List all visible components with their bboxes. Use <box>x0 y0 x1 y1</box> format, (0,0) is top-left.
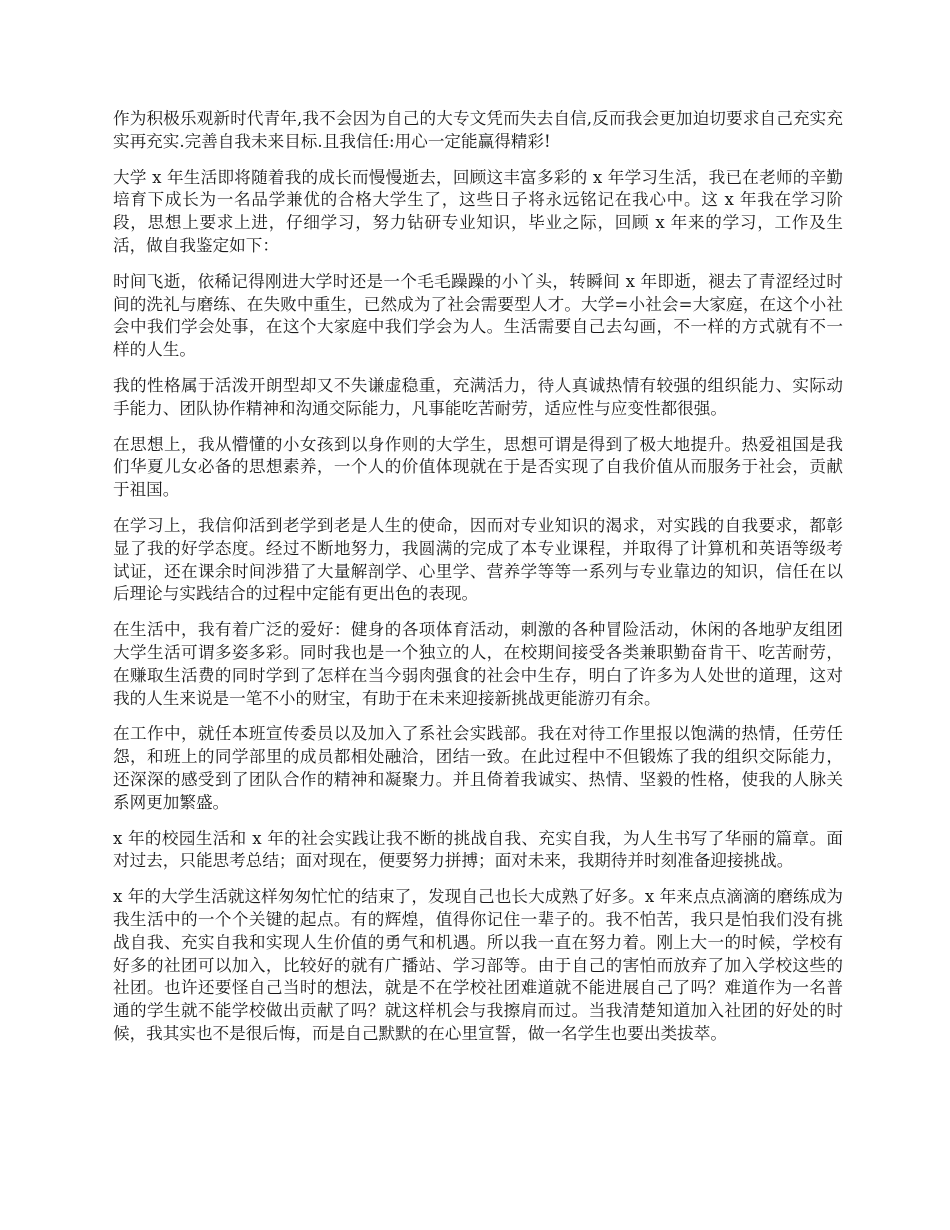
paragraph-8: 在工作中，就任本班宣传委员以及加入了系社会实践部。我在对待工作里报以饱满的热情，任劳任怨，和班上的同学部里的成员都相处融洽，团结一致。在此过程中不但锻炼了我的组织交际能力，还深深的感受到了团队合作的精神和凝聚力。并且倚着我诚实、热情、坚毅的性格，使我的人脉关系网更加繁盛。 <box>113 724 843 812</box>
paragraph-5: 在思想上，我从懵懂的小女孩到以身作则的大学生，思想可谓是得到了极大地提升。热爱祖国是我们华夏儿女必备的思想素养，一个人的价值体现就在于是否实现了自我价值从而服务于社会，贡献于祖国。 <box>113 434 843 500</box>
paragraph-7: 在生活中，我有着广泛的爱好：健身的各项体育活动，刺激的各种冒险活动，休闲的各地驴友组团大学生活可谓多姿多彩。同时我也是一个独立的人，在校期间接受各类兼职勤奋肯干、吃苦耐劳，在赚取生活费的同时学到了怎样在当今弱肉强食的社会中生存，明白了许多为人处世的道理，这对我的人生来说是一笔不小的财宝，有助于在未来迎接新挑战更能游刃有余。 <box>113 620 843 708</box>
paragraph-6: 在学习上，我信仰活到老学到老是人生的使命，因而对专业知识的渴求，对实践的自我要求，都彰显了我的好学态度。经过不断地努力，我圆满的完成了本专业课程，并取得了计算机和英语等级考试证，还在课余时间涉猎了大量解剖学、心里学、营养学等等一系列与专业靠边的知识，信任在以后理论与实践结合的过程中定能有更出色的表现。 <box>113 515 843 604</box>
paragraph-10: x 年的大学生活就这样匆匆忙忙的结束了，发现自己也长大成熟了好多。x 年来点点滴滴的磨练成为我生活中的一个个关键的起点。有的辉煌，值得你记住一辈子的。我不怕苦，我只是怕我们没有挑战自我、充实自我和实现人生价值的勇气和机遇。所以我一直在努力着。刚上大一的时候，学校有好多的社团可以加入，比较好的就有广播站、学习部等。由于自己的害怕而放弃了加入学校这些的社团。也许还要怪自己当时的想法，就是不在学校社团难道就不能进展自己了吗？难道作为一名普通的学生就不能学校做出贡献了吗？就这样机会与我擦肩而过。当我清楚知道加入社团的好处的时候，我其实也不是很后悔，而是自己默默的在心里宣誓，做一名学生也要出类拔萃。 <box>113 887 843 1043</box>
paragraph-9: x 年的校园生活和 x 年的社会实践让我不断的挑战自我、充实自我，为人生书写了华丽的篇章。面对过去，只能思考总结；面对现在，便要努力拼搏；面对未来，我期待并时刻准备迎接挑战。 <box>113 828 843 871</box>
paragraph-1: 作为积极乐观新时代青年,我不会因为自己的大专文凭而失去自信,反而我会更加迫切要求自己充实充实再充实.完善自我未来目标.且我信任:用心一定能赢得精彩! <box>113 109 843 151</box>
paragraph-4: 我的性格属于活泼开朗型却又不失谦虚稳重，充满活力，待人真诚热情有较强的组织能力、实际动手能力、团队协作精神和沟通交际能力，凡事能吃苦耐劳，适应性与应变性都很强。 <box>113 375 843 418</box>
paragraph-2: 大学 x 年生活即将随着我的成长而慢慢逝去，回顾这丰富多彩的 x 年学习生活，我已在老师的辛勤培育下成长为一名品学兼优的合格大学生了，这些日子将永远铭记在我心中。这 x 年我在学习阶段，思想上要求上进，仔细学习，努力钻研专业知识，毕业之际，回顾 x 年来的学习，工作及生活，做自我鉴定如下： <box>113 167 843 255</box>
paragraph-3: 时间飞逝，依稀记得刚进大学时还是一个毛毛躁躁的小丫头，转瞬间 x 年即逝，褪去了青涩经过时间的洗礼与磨练、在失败中重生，已然成为了社会需要型人才。大学=小社会=大家庭，在这个小社会中我们学会处事，在这个大家庭中我们学会为人。生活需要自己去勾画，不一样的方式就有不一样的人生。 <box>113 271 843 360</box>
document-page <box>113 108 843 1059</box>
